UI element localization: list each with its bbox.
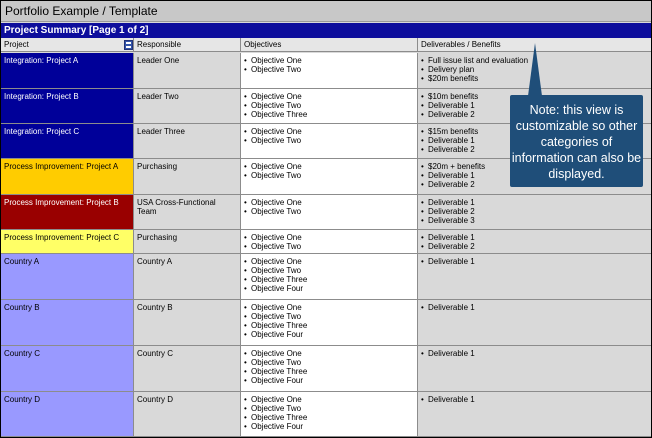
- objective-item: • Objective One: [244, 395, 414, 404]
- column-header-deliverables[interactable]: Deliverables / Benefits: [418, 38, 651, 52]
- responsible-cell: Country A: [134, 254, 241, 300]
- project-cell[interactable]: Country A: [1, 254, 134, 300]
- project-cell[interactable]: Country D: [1, 392, 134, 437]
- deliverable-item: • Deliverable 1: [421, 233, 648, 242]
- objective-item: • Objective Two: [244, 266, 414, 275]
- project-cell[interactable]: Process Improvement: Project A: [1, 159, 134, 195]
- objective-item: • Objective One: [244, 349, 414, 358]
- deliverable-item: • Deliverable 1: [421, 101, 648, 110]
- summary-title: Project Summary [Page 1 of 2]: [1, 23, 651, 38]
- deliverable-item: • $20m benefits: [421, 74, 648, 83]
- objective-item: • Objective Four: [244, 376, 414, 385]
- responsible-cell: Leader Two: [134, 89, 241, 124]
- objective-item: • Objective Two: [244, 207, 414, 216]
- objective-item: • Objective Three: [244, 413, 414, 422]
- objective-item: • Objective Two: [244, 101, 414, 110]
- column-header-objectives[interactable]: Objectives: [241, 38, 418, 52]
- deliverable-item: • Deliverable 1: [421, 303, 648, 312]
- objective-item: • Objective One: [244, 162, 414, 171]
- objective-item: • Objective One: [244, 56, 414, 65]
- objective-item: • Objective Two: [244, 404, 414, 413]
- deliverable-item: • Deliverable 1: [421, 257, 648, 266]
- objective-item: • Objective Three: [244, 321, 414, 330]
- window-title: Portfolio Example / Template: [1, 1, 651, 22]
- responsible-cell: Purchasing: [134, 230, 241, 254]
- deliverable-item: • Deliverable 2: [421, 242, 648, 251]
- project-cell[interactable]: Process Improvement: Project C: [1, 230, 134, 254]
- objective-item: • Objective One: [244, 303, 414, 312]
- callout-tail-shape: [528, 43, 542, 96]
- responsible-cell: Country C: [134, 346, 241, 392]
- objective-item: • Objective Four: [244, 330, 414, 339]
- project-cell[interactable]: Country C: [1, 346, 134, 392]
- deliverable-item: • Deliverable 2: [421, 207, 648, 216]
- column-header-project[interactable]: Project: [1, 38, 134, 52]
- column-header-responsible[interactable]: Responsible: [134, 38, 241, 52]
- responsible-cell: Country D: [134, 392, 241, 437]
- objective-item: • Objective Four: [244, 422, 414, 431]
- objective-item: • Objective Three: [244, 110, 414, 119]
- deliverable-item: • Deliverable 1: [421, 136, 648, 145]
- deliverable-item: • Full issue list and evaluation: [421, 56, 648, 65]
- objective-item: • Objective One: [244, 92, 414, 101]
- project-cell[interactable]: Integration: Project B: [1, 89, 134, 124]
- project-cell[interactable]: Process Improvement: Project B: [1, 195, 134, 230]
- deliverable-item: • Deliverable 1: [421, 395, 648, 404]
- deliverable-item: • Deliverable 3: [421, 216, 648, 225]
- deliverable-item: • Deliverable 1: [421, 171, 648, 180]
- responsible-cell: Leader One: [134, 53, 241, 89]
- objective-item: • Objective One: [244, 257, 414, 266]
- objective-item: • Objective Four: [244, 284, 414, 293]
- responsible-cell: USA Cross-Functional Team: [134, 195, 241, 230]
- objective-item: • Objective Two: [244, 312, 414, 321]
- deliverable-item: • Deliverable 1: [421, 349, 648, 358]
- objective-item: • Objective One: [244, 198, 414, 207]
- objective-item: • Objective Two: [244, 136, 414, 145]
- callout-pointer: [1, 1, 652, 438]
- responsible-cell: Leader Three: [134, 124, 241, 159]
- deliverable-item: • Deliverable 2: [421, 145, 648, 154]
- deliverable-item: • Delivery plan: [421, 65, 648, 74]
- project-cell[interactable]: Country B: [1, 300, 134, 346]
- deliverable-item: • Deliverable 2: [421, 110, 648, 119]
- objective-item: • Objective Three: [244, 367, 414, 376]
- deliverable-item: • $10m benefits: [421, 92, 648, 101]
- objective-item: • Objective Two: [244, 242, 414, 251]
- project-cell[interactable]: Integration: Project C: [1, 124, 134, 159]
- objective-item: • Objective Two: [244, 358, 414, 367]
- deliverable-item: • Deliverable 2: [421, 180, 648, 189]
- responsible-cell: Country B: [134, 300, 241, 346]
- responsible-cell: Purchasing: [134, 159, 241, 195]
- objective-item: • Objective One: [244, 127, 414, 136]
- note-callout: Note: this view is customizable so other categories of information can also be displayed.: [510, 95, 643, 187]
- objective-item: • Objective Two: [244, 171, 414, 180]
- objective-item: • Objective One: [244, 233, 414, 242]
- objective-item: • Objective Two: [244, 65, 414, 74]
- deliverable-item: • Deliverable 1: [421, 198, 648, 207]
- deliverable-item: • $20m + benefits: [421, 162, 648, 171]
- project-cell[interactable]: Integration: Project A: [1, 53, 134, 89]
- objective-item: • Objective Three: [244, 275, 414, 284]
- deliverable-item: • $15m benefits: [421, 127, 648, 136]
